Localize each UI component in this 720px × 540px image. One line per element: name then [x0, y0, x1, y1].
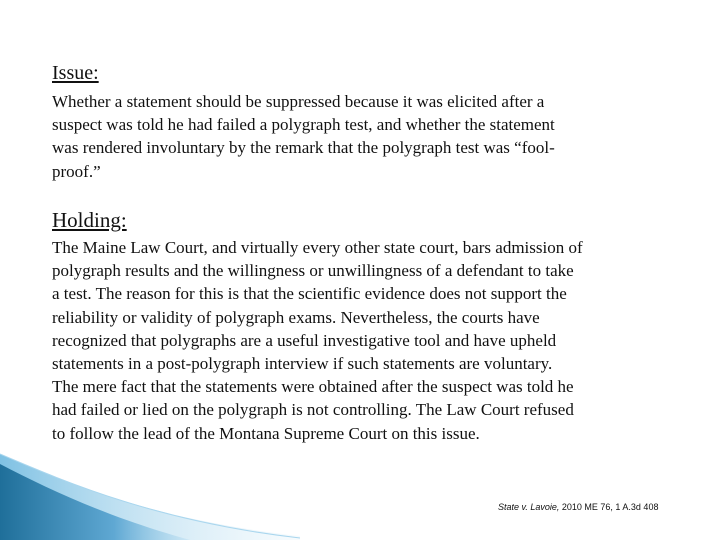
- holding-line: had failed or lied on the polygraph is not controlling. The Law Court refused: [52, 400, 574, 420]
- issue-line: suspect was told he had failed a polygraph test, and whether the statement: [52, 115, 555, 135]
- holding-text: [52, 236, 712, 445]
- case-reference: 2010 ME 76, 1 A.3d 408: [559, 502, 659, 512]
- case-citation: [498, 502, 658, 512]
- holding-line: The Maine Law Court, and virtually every other state court, bars admission of: [52, 238, 583, 257]
- holding-line: recognized that polygraphs are a useful investigative tool and have upheld: [52, 330, 557, 350]
- holding-line: statements in a post-polygraph interview if such statements are voluntary.: [52, 354, 553, 374]
- issue-heading: Issue:: [52, 62, 99, 84]
- holding-line: to follow the lead of the Montana Supreme Court on this issue.: [52, 423, 480, 443]
- issue-text: [52, 90, 712, 183]
- holding-heading: Holding:: [52, 208, 127, 232]
- holding-line: The mere fact that the statements were obtained after the suspect was told he: [52, 377, 574, 397]
- issue-line: was rendered involuntary by the remark that the polygraph test was “fool-: [52, 138, 555, 158]
- holding-line: polygraph results and the willingness or unwillingness of a defendant to take: [52, 261, 574, 281]
- case-name: State v. Lavoie,: [498, 502, 560, 512]
- corner-wave-decoration: [0, 440, 720, 540]
- holding-line: a test. The reason for this is that the scientific evidence does not support the: [52, 284, 567, 304]
- holding-line: reliability or validity of polygraph exams. Nevertheless, the courts have: [52, 307, 540, 327]
- issue-line: proof.”: [52, 161, 101, 181]
- issue-line: Whether a statement should be suppressed because it was elicited after a: [52, 92, 545, 111]
